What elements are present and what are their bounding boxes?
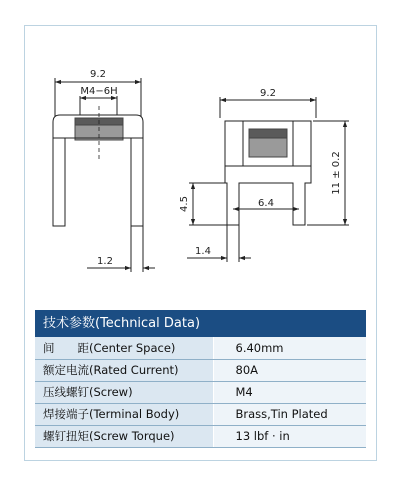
spec-value: 80A [213,359,366,381]
spec-value: 6.40mm [213,337,366,359]
table-row [35,381,366,403]
side-top-width-label: 9.2 [260,88,276,99]
product-card [24,25,377,461]
pin-length-label: 4.5 [179,196,190,212]
side-view [187,97,349,262]
spec-label: 间 距(Center Space) [35,337,213,359]
pin-thickness-label: 1.4 [195,246,211,257]
pin-width-label: 1.2 [97,256,113,267]
spec-value: M4 [213,381,366,403]
pin-spacing-label: 6.4 [258,198,274,209]
table-row [35,337,366,359]
total-height-label: 11 ± 0.2 [331,151,342,195]
spec-value: Brass,Tin Plated [213,403,366,425]
table-row [35,425,366,447]
spec-value: 13 lbf · in [213,425,366,447]
table-row [35,403,366,425]
spec-label: 螺钉扭矩(Screw Torque) [35,425,213,447]
technical-drawing [25,26,378,311]
spec-label: 额定电流(Rated Current) [35,359,213,381]
spec-label: 压线螺钉(Screw) [35,381,213,403]
spec-label: 焊接端子(Terminal Body) [35,403,213,425]
front-view [53,78,155,272]
spec-table-title: 技术参数(Technical Data) [35,310,366,337]
thread-size-label: M4−6H [80,86,118,97]
table-row [35,359,366,381]
front-top-width-label: 9.2 [90,69,106,80]
spec-table [35,337,366,448]
